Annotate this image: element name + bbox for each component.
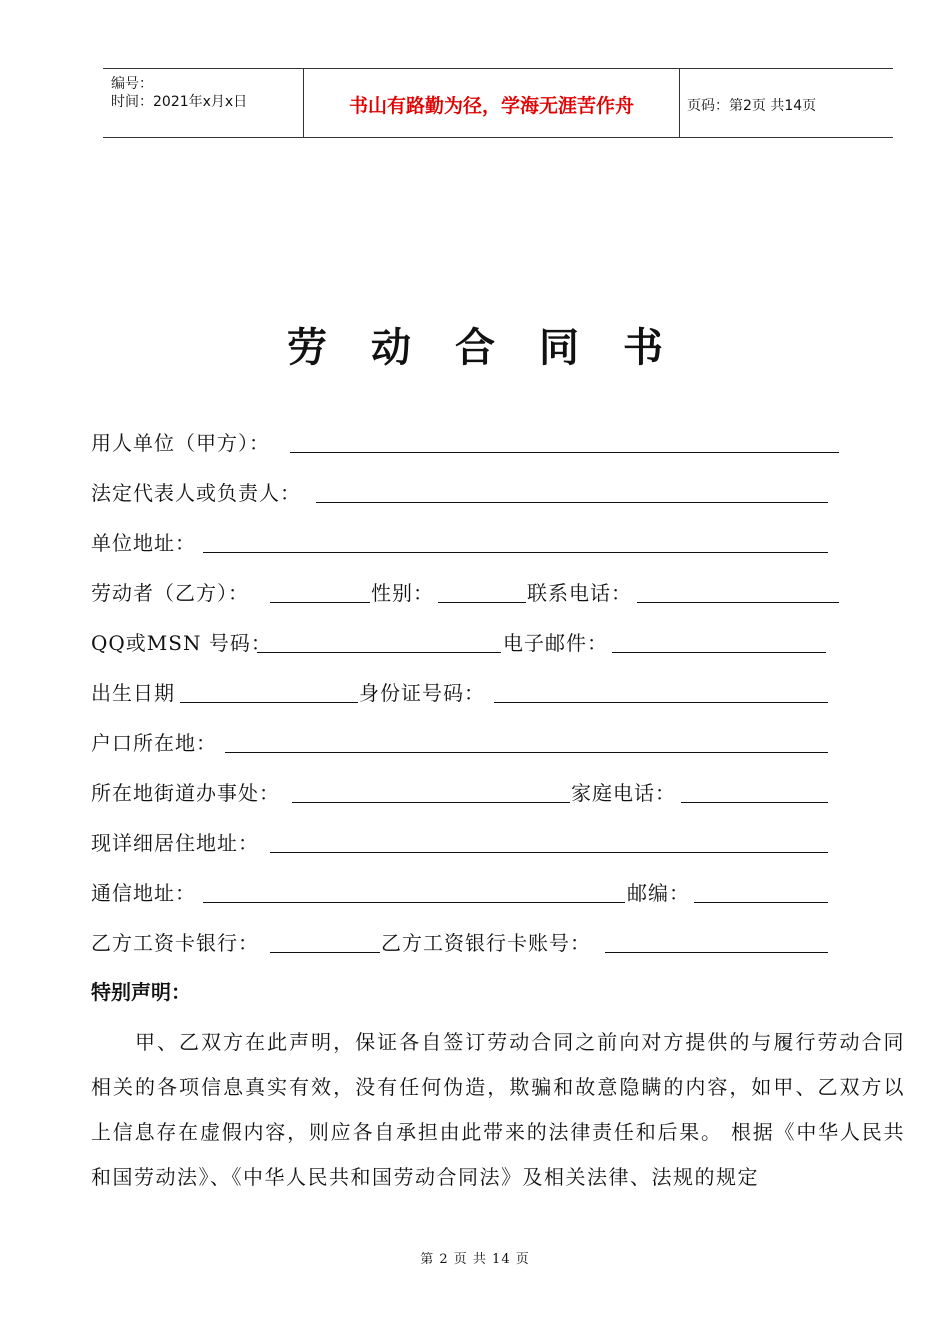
email-label: 电子邮件： bbox=[503, 631, 608, 655]
hukou-label: 户口所在地： bbox=[91, 731, 217, 755]
street-office-label: 所在地街道办事处： bbox=[91, 781, 280, 805]
legal-rep-row bbox=[91, 478, 851, 508]
document-time-label: 时间：2021年x月x日 bbox=[111, 94, 248, 110]
unit-address-input-line[interactable] bbox=[203, 552, 828, 553]
header-motto-cell bbox=[303, 69, 680, 137]
legal-rep-input-line[interactable] bbox=[316, 502, 828, 503]
header-info-cell bbox=[103, 69, 303, 137]
header-page-cell bbox=[679, 69, 893, 137]
hukou-row bbox=[91, 728, 851, 758]
worker-row bbox=[91, 578, 851, 608]
mail-address-input-line[interactable] bbox=[203, 902, 625, 903]
legal-rep-label: 法定代表人或负责人： bbox=[91, 481, 301, 505]
special-statement-heading: 特别声明： bbox=[91, 980, 191, 1004]
employer-input-line[interactable] bbox=[290, 452, 839, 453]
id-number-label: 身份证号码： bbox=[359, 681, 485, 705]
email-input-line[interactable] bbox=[612, 652, 826, 653]
gender-label: 性别： bbox=[371, 581, 434, 605]
header-page-number: 页码：第2页 共14页 bbox=[687, 98, 817, 114]
phone-label: 联系电话： bbox=[527, 581, 632, 605]
birth-id-row bbox=[91, 678, 851, 708]
postcode-input-line[interactable] bbox=[694, 902, 828, 903]
employer-row bbox=[91, 428, 851, 458]
contract-title: 劳动合同书 bbox=[287, 324, 707, 371]
salary-bank-row bbox=[91, 928, 851, 958]
postcode-label: 邮编： bbox=[627, 881, 690, 905]
worker-label: 劳动者（乙方）： bbox=[91, 581, 249, 605]
current-address-label: 现详细居住地址： bbox=[91, 831, 259, 855]
current-address-row bbox=[91, 828, 851, 858]
salary-account-input-line[interactable] bbox=[605, 952, 828, 953]
salary-bank-label: 乙方工资卡银行： bbox=[91, 931, 259, 955]
hukou-input-line[interactable] bbox=[225, 752, 828, 753]
gender-input-line[interactable] bbox=[438, 602, 526, 603]
special-statement-body bbox=[91, 1020, 905, 1200]
birth-date-input-line[interactable] bbox=[180, 702, 358, 703]
worker-input-line[interactable] bbox=[270, 602, 370, 603]
unit-address-row bbox=[91, 528, 851, 558]
salary-account-label: 乙方工资银行卡账号： bbox=[381, 931, 591, 955]
header-motto: 书山有路勤为径，学海无涯苦作舟 bbox=[348, 95, 634, 117]
statement-paragraph: 甲、乙双方在此声明，保证各自签订劳动合同之前向对方提供的与履行劳动合同相关的各项信息真实有效，没有任何伪造，欺骗和故意隐瞒的内容，如甲、乙双方以上信息存在虚假内容，则应各自承担由此带来的法律责任和后果。 根据《中华人民共和国劳动法》、《中华人民共和国劳动合同法》及相关法律、法规的规定 bbox=[91, 1030, 905, 1189]
page-footer: 第 2 页 共 14 页 bbox=[420, 1252, 530, 1267]
home-phone-label: 家庭电话： bbox=[571, 781, 676, 805]
id-number-input-line[interactable] bbox=[494, 702, 828, 703]
street-office-input-line[interactable] bbox=[292, 802, 570, 803]
mail-address-label: 通信地址： bbox=[91, 881, 196, 905]
qq-msn-row bbox=[91, 628, 851, 658]
home-phone-input-line[interactable] bbox=[681, 802, 828, 803]
document-number-label: 编号： bbox=[111, 76, 153, 92]
street-office-row bbox=[91, 778, 851, 808]
salary-bank-input-line[interactable] bbox=[270, 952, 380, 953]
phone-input-line[interactable] bbox=[637, 602, 839, 603]
employer-label: 用人单位（甲方）： bbox=[91, 431, 270, 455]
page-header bbox=[103, 68, 893, 138]
qq-msn-input-line[interactable] bbox=[257, 652, 501, 653]
unit-address-label: 单位地址： bbox=[91, 531, 196, 555]
mail-address-row bbox=[91, 878, 851, 908]
birth-date-label: 出生日期 bbox=[91, 681, 175, 705]
qq-msn-label: QQ或MSN 号码： bbox=[91, 631, 272, 655]
current-address-input-line[interactable] bbox=[270, 852, 828, 853]
